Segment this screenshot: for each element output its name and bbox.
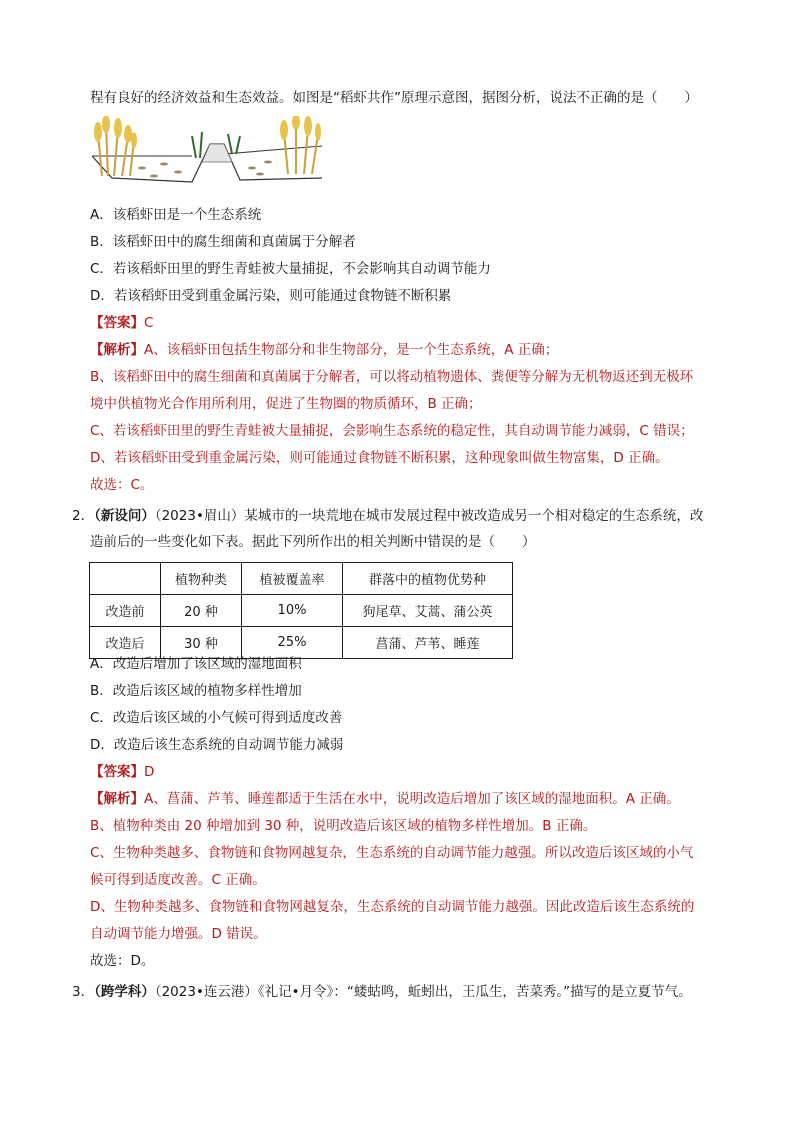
q1-stem-tail: 程有良好的经济效益和生态效益。如图是“稻虾共作”原理示意图，据图分析，说法不正确的是（ ） [90, 90, 698, 106]
table-header-row: 植物种类 植被覆盖率 群落中的植物优势种 [90, 563, 513, 595]
q2-option-c: C．改造后该区域的小气候可得到适度改善 [90, 710, 343, 726]
q3-source: （2023•连云港） [154, 984, 258, 1000]
q2-analysis-line: 自动调节能力增强。D 错误。 [90, 926, 267, 942]
q2-option-d: D．改造后该生态系统的自动调节能力减弱 [90, 737, 344, 753]
q1-analysis-line: 【解析】A、该稻虾田包括生物部分和非生物部分，是一个生态系统，A 正确； [90, 342, 559, 358]
q2-analysis-line: 【解析】A、菖蒲、芦苇、睡莲都适于生活在水中，说明改造后增加了该区域的湿地面积。A 正确。 [90, 791, 680, 807]
q2-source: （2023•眉山） [154, 508, 245, 524]
answer-value: D [144, 764, 155, 780]
q2-analysis-line: C、生物种类越多、食物链和食物网越复杂，生态系统的自动调节能力越强。所以改造后该区域的小气 [90, 845, 694, 861]
table-row: 改造前 20 种 10% 狗尾草、艾蒿、蒲公英 [90, 595, 513, 627]
q1-option-d: D．若该稻虾田受到重金属污染，则可能通过食物链不断积累 [90, 288, 452, 304]
q1-option-a: A．该稻虾田是一个生态系统 [90, 207, 262, 223]
q1-option-c: C．若该稻虾田里的野生青蛙被大量捕捉，不会影响其自动调节能力 [90, 261, 491, 277]
answer-value: C [144, 315, 154, 331]
analysis-tag: 【解析】 [90, 791, 144, 807]
q2-stem-line2: 造前后的一些变化如下表。据此下列所作出的相关判断中错误的是（ ） [90, 534, 536, 550]
q3-stem: 3．（跨学科）（2023•连云港）《礼记•月令》：“蝼蛄鸣，蚯蚓出，王瓜生，苦菜秀。”描写的是立夏节气。 [72, 984, 692, 1000]
q2-option-a: A．改造后增加了该区域的湿地面积 [90, 656, 302, 672]
q2-answer [90, 762, 154, 782]
q2-conclusion: 故选：D。 [90, 953, 155, 969]
q3-tag: （跨学科） [94, 984, 155, 1000]
table-row: 改造后 30 种 25% 菖蒲、芦苇、睡莲 [90, 627, 513, 659]
answer-tag: 【答案】 [90, 315, 144, 331]
rice-shrimp-diagram [92, 116, 324, 196]
q2-stem: 2．（新设问）（2023•眉山）某城市的一块荒地在城市发展过程中被改造成另一个相对稳定的生态系统，改 [72, 508, 704, 524]
q1-analysis-line: 境中供植物光合作用所利用，促进了生物圈的物质循环，B 正确； [90, 396, 482, 412]
q1-answer [90, 313, 153, 333]
q2-analysis-line: B、植物种类由 20 种增加到 30 种，说明改造后该区域的植物多样性增加。B 正确。 [90, 818, 597, 834]
q2-option-b: B．改造后该区域的植物多样性增加 [90, 683, 302, 699]
q2-analysis-line: D、生物种类越多、食物链和食物网越复杂，生态系统的自动调节能力越强。因此改造后该生态系统的 [90, 899, 695, 915]
q1-analysis-line: C、若该稻虾田里的野生青蛙被大量捕捉，会影响生态系统的稳定性，其自动调节能力减弱，C 错误； [90, 423, 694, 439]
comparison-table [89, 562, 513, 659]
q1-analysis-line: D、若该稻虾田受到重金属污染，则可能通过食物链不断积累，这种现象叫做生物富集，D 正确。 [90, 450, 669, 466]
q1-conclusion: 故选：C。 [90, 477, 154, 493]
answer-tag: 【答案】 [90, 764, 144, 780]
analysis-tag: 【解析】 [90, 342, 144, 358]
q2-tag: （新设问） [94, 508, 155, 524]
q2-analysis-line: 候可得到适度改善。C 正确。 [90, 872, 266, 888]
q1-option-b: B．该稻虾田中的腐生细菌和真菌属于分解者 [90, 234, 356, 250]
q1-analysis-line: B、该稻虾田中的腐生细菌和真菌属于分解者，可以将动植物遗体、粪便等分解为无机物返还到无极环 [90, 369, 694, 385]
